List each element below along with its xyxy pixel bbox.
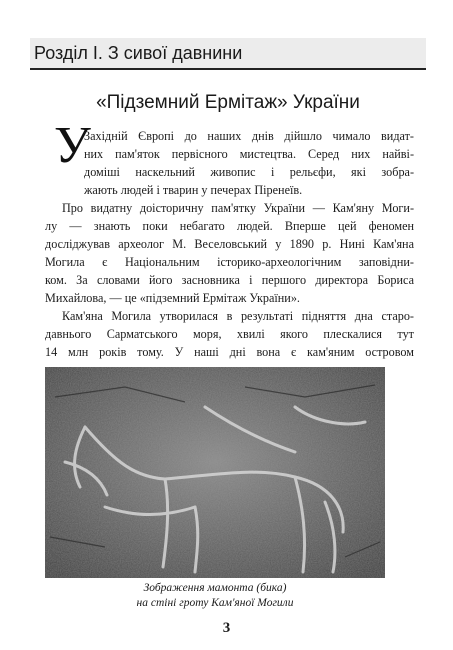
mammoth-carving-image (45, 367, 385, 578)
chapter-header (30, 38, 426, 70)
figure-caption-line-1: Зображення мамонта (бика) (143, 582, 287, 594)
drop-cap: У (54, 117, 91, 174)
text-line: лу — знають поки небагато людей. Вперше цей феномен (45, 219, 414, 233)
page-number: 3 (222, 620, 231, 636)
text-line: доміші наскельний живопис і рельєфи, які зобра- (84, 165, 414, 179)
text-line: Михайлова, — це «підземний Ермітаж України». (45, 291, 300, 305)
text-line: Про видатну доісторичну пам'ятку України — Кам'яну Моги- (62, 201, 414, 215)
text-line: ком. За словами його засновника і першого директора Бориса (45, 273, 414, 287)
section-title: «Підземний Ермітаж» України (96, 92, 360, 113)
chapter-header-text: Розділ І. З сивої давнини (34, 43, 243, 63)
rock-carving-photo (45, 367, 385, 578)
text-line: Могила є Національним історико-археологічним заповідни- (45, 255, 414, 269)
text-line: них пам'яток первісного мистецтва. Серед них найві- (84, 147, 414, 161)
text-line: жають людей і тварин у печерах Піренеїв. (84, 183, 303, 197)
text-line: досліджував археолог М. Веселовський у 1890 р. Нині Кам'яна (45, 237, 414, 251)
text-line: 14 млн років тому. У наші дні вона є кам'яним островом (45, 345, 414, 359)
text-line: Кам'яна Могила утворилася в результаті підняття дна стаpo- (62, 309, 414, 323)
text-line: Західній Європі до наших днів дійшло чимало видат- (84, 129, 414, 143)
text-line: давнього Сарматського моря, хвилі якого плескалися тут (45, 327, 414, 341)
figure-caption-line-2: на стіні гроту Кам'яної Могили (136, 597, 294, 609)
